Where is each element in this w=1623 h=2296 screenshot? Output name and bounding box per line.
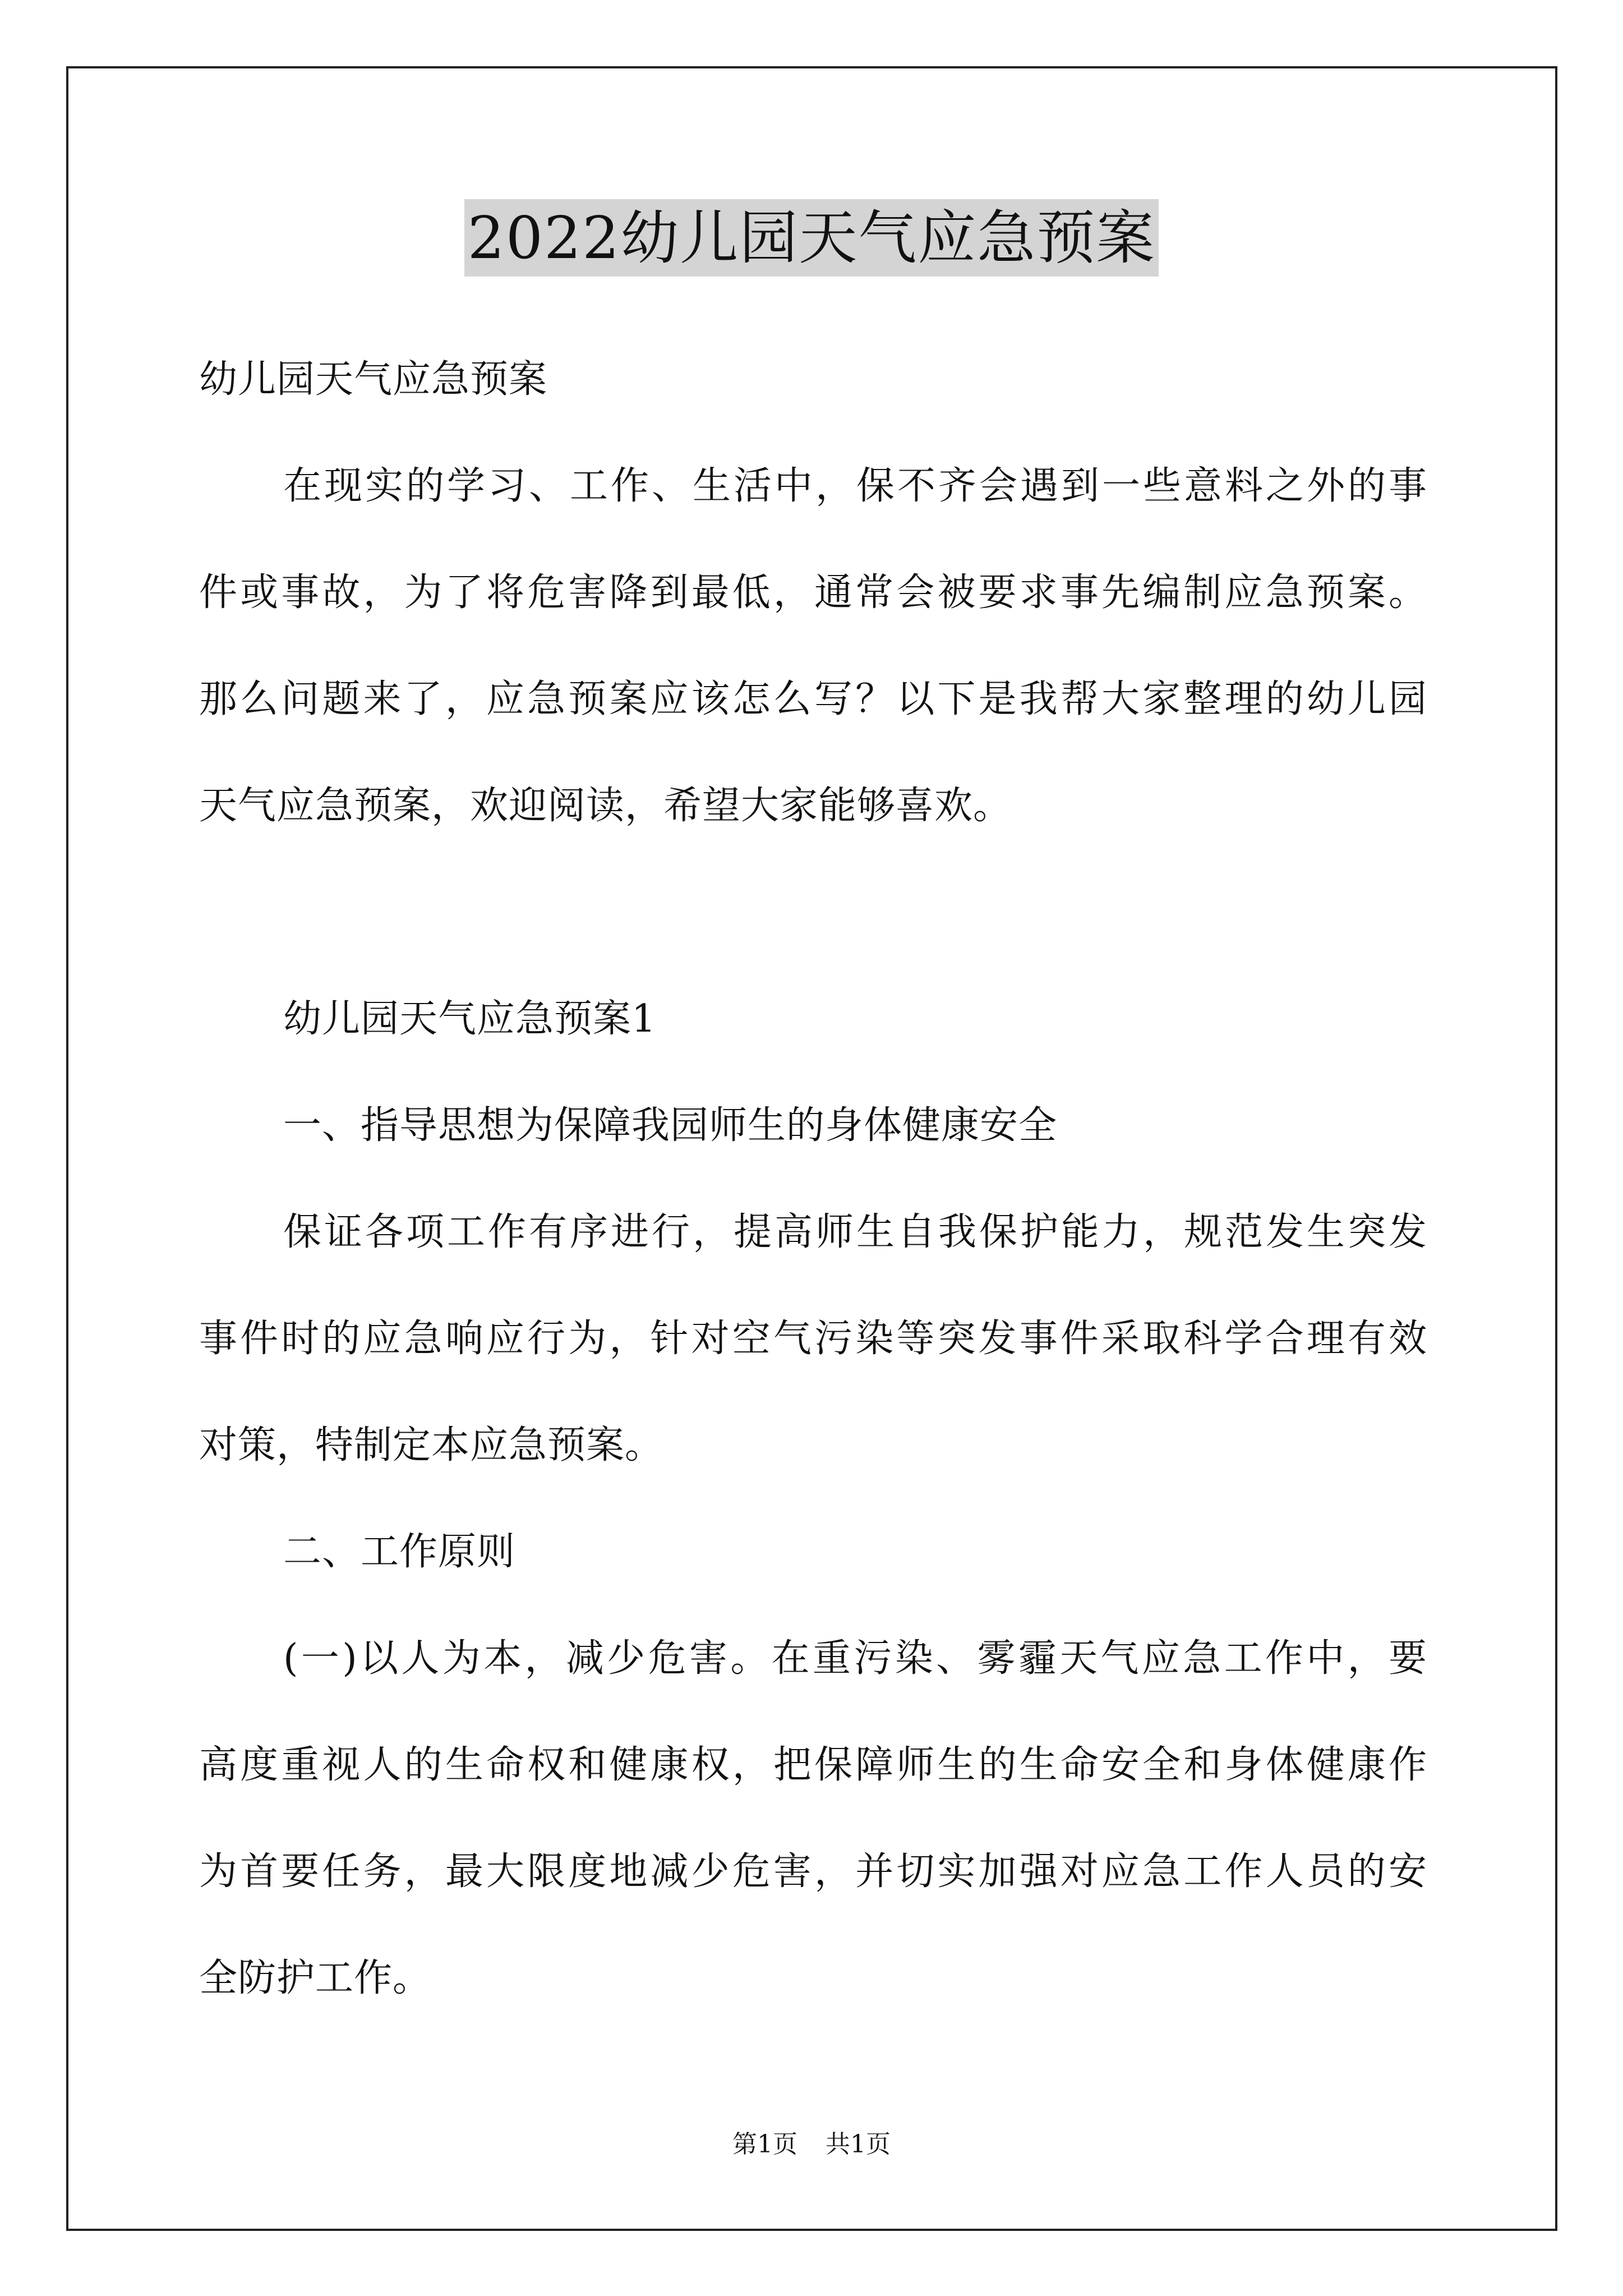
page-number-total: 共1页 (826, 2130, 891, 2159)
section-heading: 幼儿园天气应急预案1 (283, 997, 657, 1041)
page-number-current: 第1页 (732, 2130, 797, 2159)
body-line: 为首要任务，最大限度地减少危害，并切实加强对应急工作人员的安 (199, 1849, 1427, 1894)
body-line: 对策，特制定本应急预案。 (199, 1423, 664, 1467)
section-heading: 二、工作原则 (283, 1530, 516, 1574)
body-line: (一)以人为本，减少危害。在重污染、雾霾天气应急工作中，要 (283, 1636, 1427, 1681)
title-container (0, 199, 1623, 277)
section-heading: 一、指导思想为保障我园师生的身体健康安全 (283, 1103, 1058, 1148)
page-footer (0, 2128, 1623, 2161)
body-line: 高度重视人的生命权和健康权，把保障师生的生命安全和身体健康作 (199, 1743, 1427, 1787)
body-line: 那么问题来了，应急预案应该怎么写？以下是我帮大家整理的幼儿园 (199, 677, 1427, 721)
document-title: 2022幼儿园天气应急预案 (464, 199, 1159, 277)
body-line: 事件时的应急响应行为，针对空气污染等突发事件采取科学合理有效 (199, 1317, 1427, 1361)
body-line: 保证各项工作有序进行，提高师生自我保护能力，规范发生突发 (283, 1210, 1427, 1254)
subtitle-line: 幼儿园天气应急预案 (199, 357, 548, 402)
body-line: 在现实的学习、工作、生活中，保不齐会遇到一些意料之外的事 (283, 464, 1427, 508)
body-line: 全防护工作。 (199, 1956, 432, 2000)
body-line: 天气应急预案，欢迎阅读，希望大家能够喜欢。 (199, 784, 1012, 828)
body-line: 件或事故，为了将危害降到最低，通常会被要求事先编制应急预案。 (199, 570, 1427, 615)
